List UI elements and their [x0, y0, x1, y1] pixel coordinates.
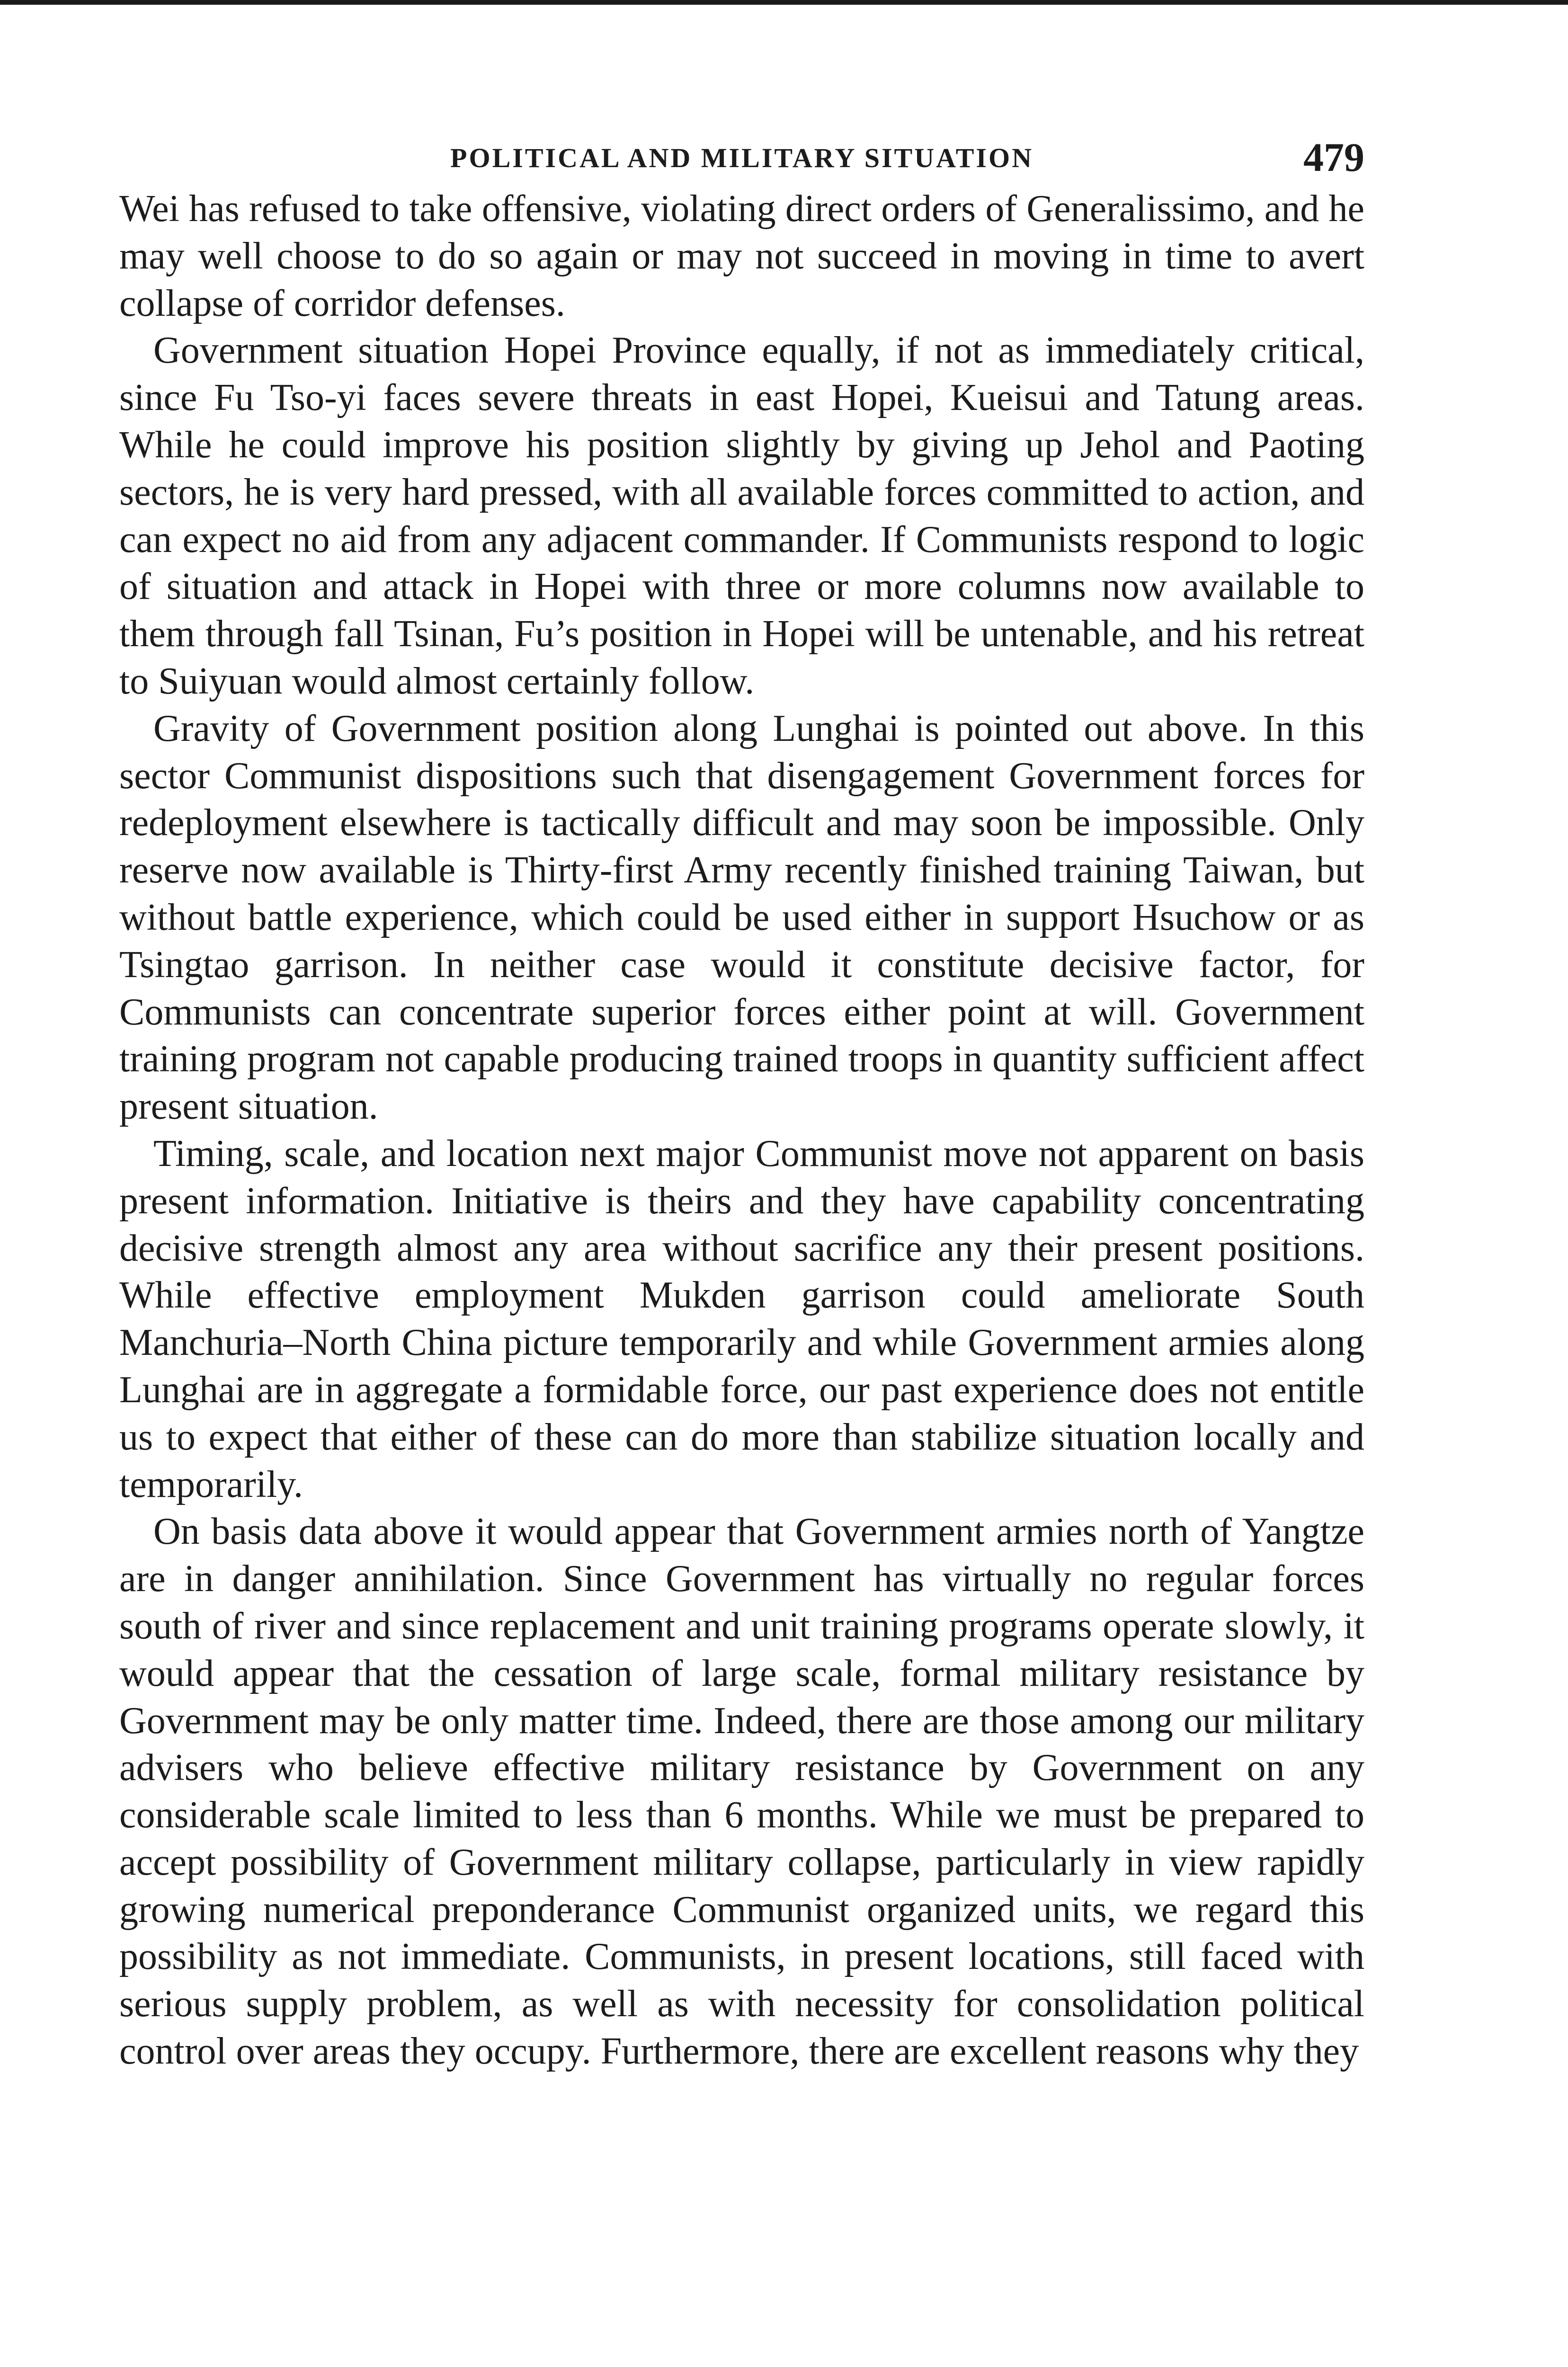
running-header [119, 128, 1364, 185]
top-edge-rule [0, 0, 1568, 5]
paragraph-government-collapse: On basis data above it would appear that Government armies north of Yangtze are in danger annihilation. Since Government has virtually no regular forces south of river and since replacement and unit training programs operate slowly, it would appear that the cessation of large scale, formal military resistance by Government may be only matter time. Indeed, there are those among our military advisers who believe effective military resistance by Government on any considerable scale limited to less than 6 months. While we must be prepared to accept possibility of Government military collapse, particularly in view rapidly growing numerical preponderance Communist organized units, we regard this possibility as not immediate. Communists, in present locations, still faced with serious supply problem, as well as with necessity for consolidation political control over areas they occupy. Furthermore, there are excellent reasons why they [119, 1511, 1364, 2073]
paragraph-communist-timing: Timing, scale, and location next major Communist move not apparent on basis present information. Initiative is theirs and they have capability concentrating decisive strength almost any area without sacrifice any their present positions. While effective employment Mukden garrison could ameliorate South Manchuria–North China picture temporarily and while Government armies along Lunghai are in aggregate a formidable force, our past experience does not entitle us to expect that either of these can do more than stabilize situation locally and temporarily. [119, 1132, 1364, 1505]
running-title: POLITICAL AND MILITARY SITUATION [450, 142, 1033, 173]
paragraph-hopei-situation: Government situation Hopei Province equally, if not as immediately critical, since Fu Tso-yi faces severe threats in east Hopei, Kueisui and Tatung areas. While he could improve his position slightly by giving up Jehol and Paoting sectors, he is very hard pressed, with all available forces committed to action, and can expect no aid from any adjacent commander. If Communists respond to logic of situation and attack in Hopei with three or more columns now available to them through fall Tsinan, Fu’s position in Hopei will be untenable, and his retreat to Suiyuan would almost certainly follow. [119, 329, 1364, 702]
paragraph-lunghai-position: Gravity of Government position along Lunghai is pointed out above. In this sector Communist dispositions such that disengagement Government forces for redeployment elsewhere is tactically difficult and may soon be impossible. Only reserve now available is Thirty-first Army recently finished training Taiwan, but without battle experience, which could be used either in support Hsuchow or as Tsingtao garrison. In neither case would it constitute decisive factor, for Communists can concentrate superior forces either point at will. Government training program not capable producing trained troops in quantity sufficient affect present situation. [119, 707, 1364, 1128]
document-page [119, 128, 1364, 2075]
body-text [119, 186, 1364, 2075]
page-number: 479 [1303, 134, 1364, 180]
paragraph-continued: Wei has refused to take offensive, violating direct orders of Generalissimo, and he may well choose to do so again or may not succeed in moving in time to avert collapse of corridor defenses. [119, 188, 1364, 324]
